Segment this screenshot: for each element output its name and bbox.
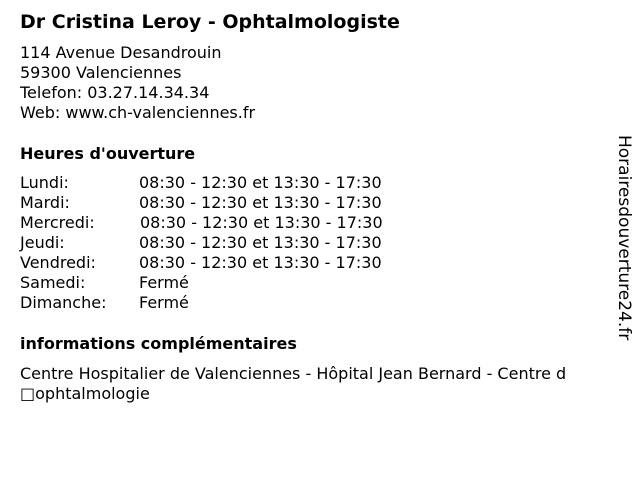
time-value: 08:30 - 12:30 et 13:30 - 17:30 — [139, 233, 382, 252]
hours-heading: Heures d'ouverture — [20, 144, 196, 163]
time-value: 08:30 - 12:30 et 13:30 - 17:30 — [139, 253, 382, 272]
day-label: Dimanche: — [20, 293, 107, 312]
brand-text: Horairesdouverture24.fr — [614, 135, 634, 341]
address-phone: Telefon: 03.27.14.34.34 — [20, 83, 210, 102]
info-heading: informations complémentaires — [20, 334, 297, 353]
day-label: Mercredi: — [20, 213, 95, 232]
info-line-1: Centre Hospitalier de Valenciennes - Hôpital Jean Bernard - Centre d — [20, 364, 567, 383]
day-label: Mardi: — [20, 193, 70, 212]
day-label: Lundi: — [20, 173, 69, 192]
day-label: Jeudi: — [20, 233, 65, 252]
side-brand-watermark — [612, 135, 636, 345]
day-label: Samedi: — [20, 273, 86, 292]
address-block — [20, 43, 255, 123]
time-value: Fermé — [139, 273, 189, 292]
page-title: Dr Cristina Leroy - Ophtalmologiste — [20, 11, 400, 33]
time-value: 08:30 - 12:30 et 13:30 - 17:30 — [140, 213, 383, 232]
time-value: 08:30 - 12:30 et 13:30 - 17:30 — [139, 193, 382, 212]
address-web: Web: www.ch-valenciennes.fr — [20, 103, 256, 122]
time-value: Fermé — [139, 293, 189, 312]
time-value: 08:30 - 12:30 et 13:30 - 17:30 — [139, 173, 382, 192]
info-line-2: □ophtalmologie — [20, 384, 150, 403]
day-label: Vendredi: — [20, 253, 96, 272]
address-city: 59300 Valenciennes — [20, 63, 182, 82]
info-text — [20, 364, 620, 404]
address-street: 114 Avenue Desandrouin — [20, 43, 222, 62]
